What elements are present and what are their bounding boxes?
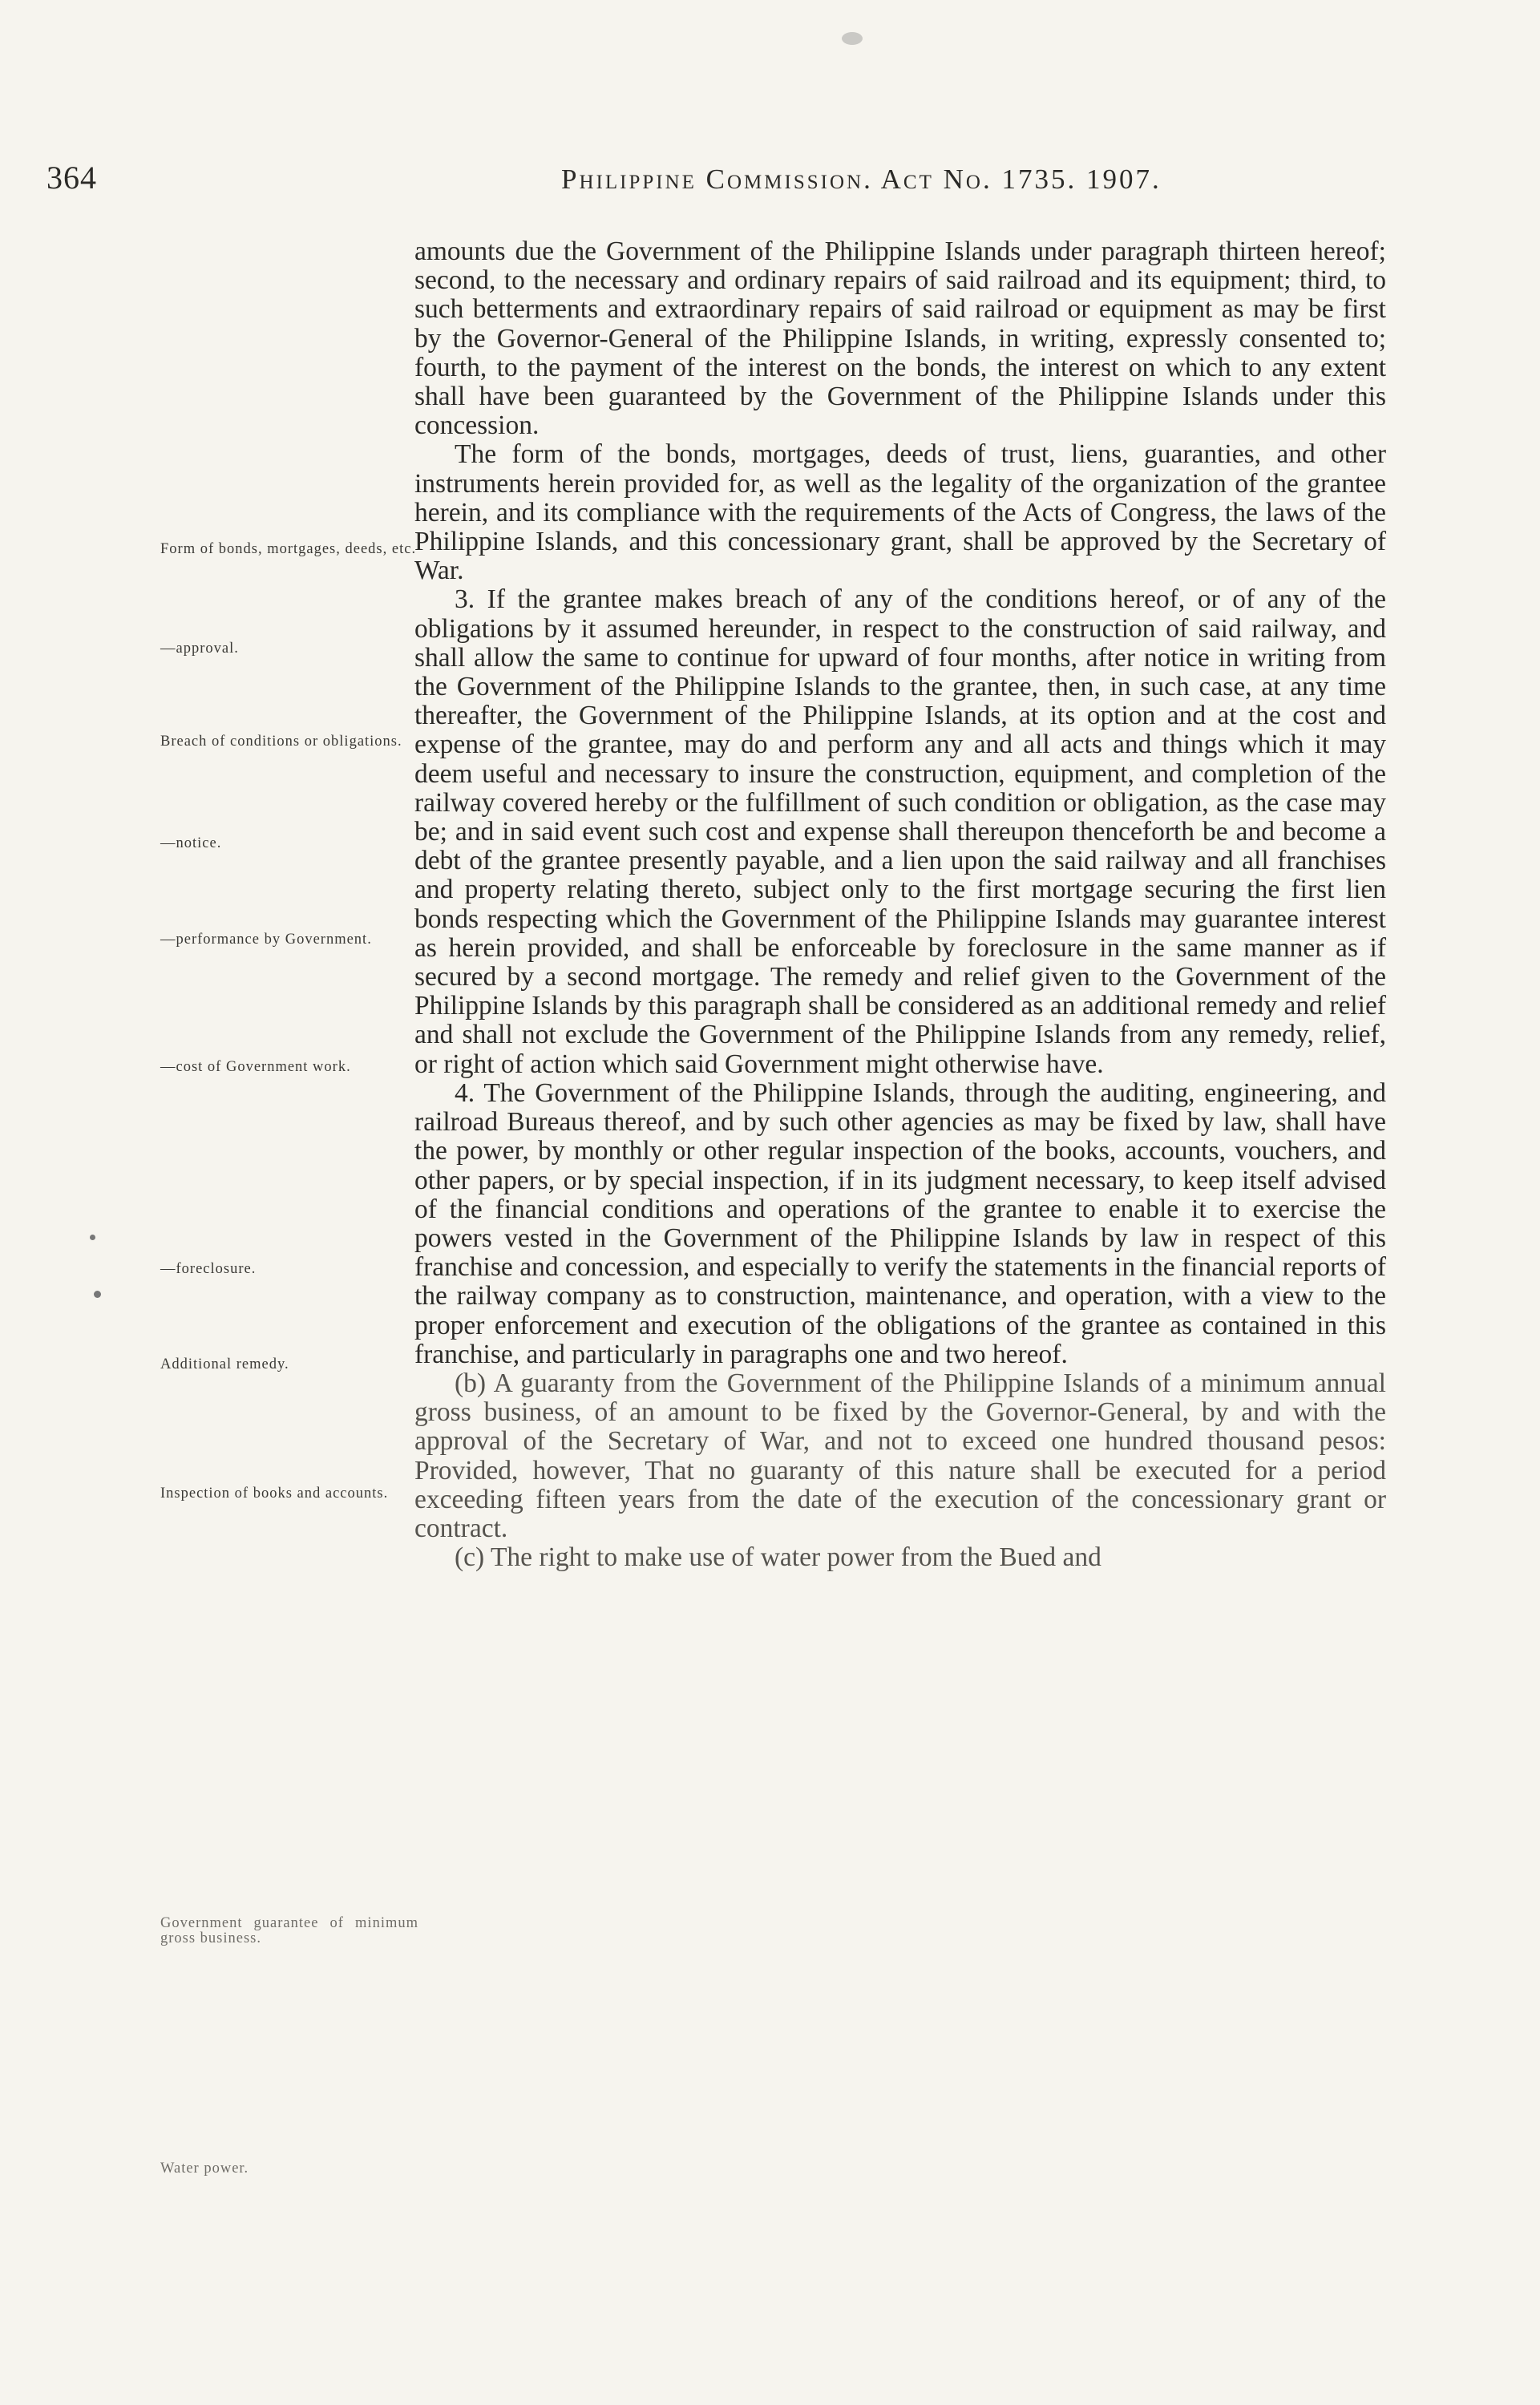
margin-note-additional-remedy: Additional remedy. bbox=[160, 1356, 289, 1372]
paragraph-form-of-bonds: The form of the bonds, mortgages, deeds of trust, liens, guaranties, and other instruments herein provided for, as well as the legality of the organization of the grantee herein, and its compliance with the requirements of the Acts of Congress, the laws of the Philippine Islands, and this concessionary grant, shall be approved by the Secretary of War. bbox=[414, 439, 1386, 586]
paragraph-continuation: amounts due the Government of the Philippine Islands under paragraph thirteen hereof; second, to the necessary and ordinary repairs of said railroad and its equipment; third, to such betterments and extraordinary repairs of said railroad or equipment as may be first by the Governor-General of the Philippine Islands, in writing, expressly consented to; fourth, to the payment of the interest on the bonds, the interest on which to any extent shall have been guaranteed by the Government of the Philippine Islands under this concession. bbox=[414, 236, 1386, 441]
ink-speck bbox=[90, 1235, 95, 1240]
running-header: Philippine Commission. Act No. 1735. 1907. bbox=[561, 164, 1162, 195]
paragraph-b-guaranty: (b) A guaranty from the Government of the Philippine Islands of a minimum annual gross business, of an amount to be fixed by the Governor-General, by and with the approval of the Secretary of War, and not to exceed one hundred thousand pesos: Provided, however, That no guaranty of this nature shall be executed for a period exceeding fifteen years from the date of the execution of the concessionary grant or contract. bbox=[414, 1368, 1386, 1543]
paragraph-3-breach: 3. If the grantee makes breach of any of the conditions hereof, or of any of the obligations by it assumed hereunder, in respect to the construction of said railway, and shall allow the same to continue for upward of four months, after notice in writing from the Government of the Philippine Islands to the grantee, then, in such case, at any time thereafter, the Government of the Philippine Islands, at its option and at the cost and expense of the grantee, may do and perform any and all acts and things which it may deem useful and necessary to insure the construction, equipment, and completion of the railway covered hereby or the fulfillment of such condition or obligation, as the case may be; and in said event such cost and expense shall thereupon thenceforth be and become a debt of the grantee presently payable, and a lien upon the said railway and all franchises and property relating thereto, subject only to the first mortgage securing the first lien bonds respecting which the Government of the Philippine Islands may guarantee interest as herein provided, and shall be enforceable by foreclosure in the same manner as if secured by a second mortgage. The remedy and relief given to the Government of the Philippine Islands by this paragraph shall be considered as an additional remedy and relief and shall not exclude the Government of the Philippine Islands from any remedy, relief, or right of action which said Government might otherwise have. bbox=[414, 584, 1386, 1079]
margin-note-water-power: Water power. bbox=[160, 2160, 249, 2177]
margin-note-performance: —performance by Government. bbox=[160, 932, 372, 948]
paragraph-c-water-power: (c) The right to make use of water power from the Bued and bbox=[455, 1542, 1101, 1573]
margin-note-guaranty: Government guarantee of minimum gross business. bbox=[160, 1915, 418, 1946]
margin-note-inspection: Inspection of books and accounts. bbox=[160, 1485, 389, 1502]
margin-note-breach: Breach of conditions or obligations. bbox=[160, 734, 402, 750]
margin-note-foreclosure: —foreclosure. bbox=[160, 1261, 257, 1277]
ink-speck bbox=[94, 1291, 101, 1298]
margin-note-form-of-bonds: Form of bonds, mortgages, deeds, etc. bbox=[160, 541, 417, 557]
body-text bbox=[414, 237, 1386, 1572]
ink-speck bbox=[842, 32, 863, 45]
margin-note-cost: —cost of Government work. bbox=[160, 1059, 351, 1075]
paragraph-4-inspection: 4. The Government of the Philippine Islands, through the auditing, engineering, and railroad Bureaus thereof, and by such other agencies as may be fixed by law, shall have the power, by monthly or other regular inspection of the books, accounts, vouchers, and other papers, or by special inspection, if in its judgment necessary, to keep itself advised of the financial conditions and operations of the grantee to enable it to exercise the powers vested in the Government of the Philippine Islands by law in respect of this franchise and concession, and especially to verify the statements in the financial reports of the railway company as to construction, maintenance, and operation, with a view to the proper enforcement and execution of the obligations of the grantee as contained in this franchise, and particularly in paragraphs one and two hereof. bbox=[414, 1077, 1386, 1369]
page-number: 364 bbox=[46, 160, 97, 196]
margin-note-approval: —approval. bbox=[160, 641, 239, 657]
margin-note-notice: —notice. bbox=[160, 835, 222, 851]
